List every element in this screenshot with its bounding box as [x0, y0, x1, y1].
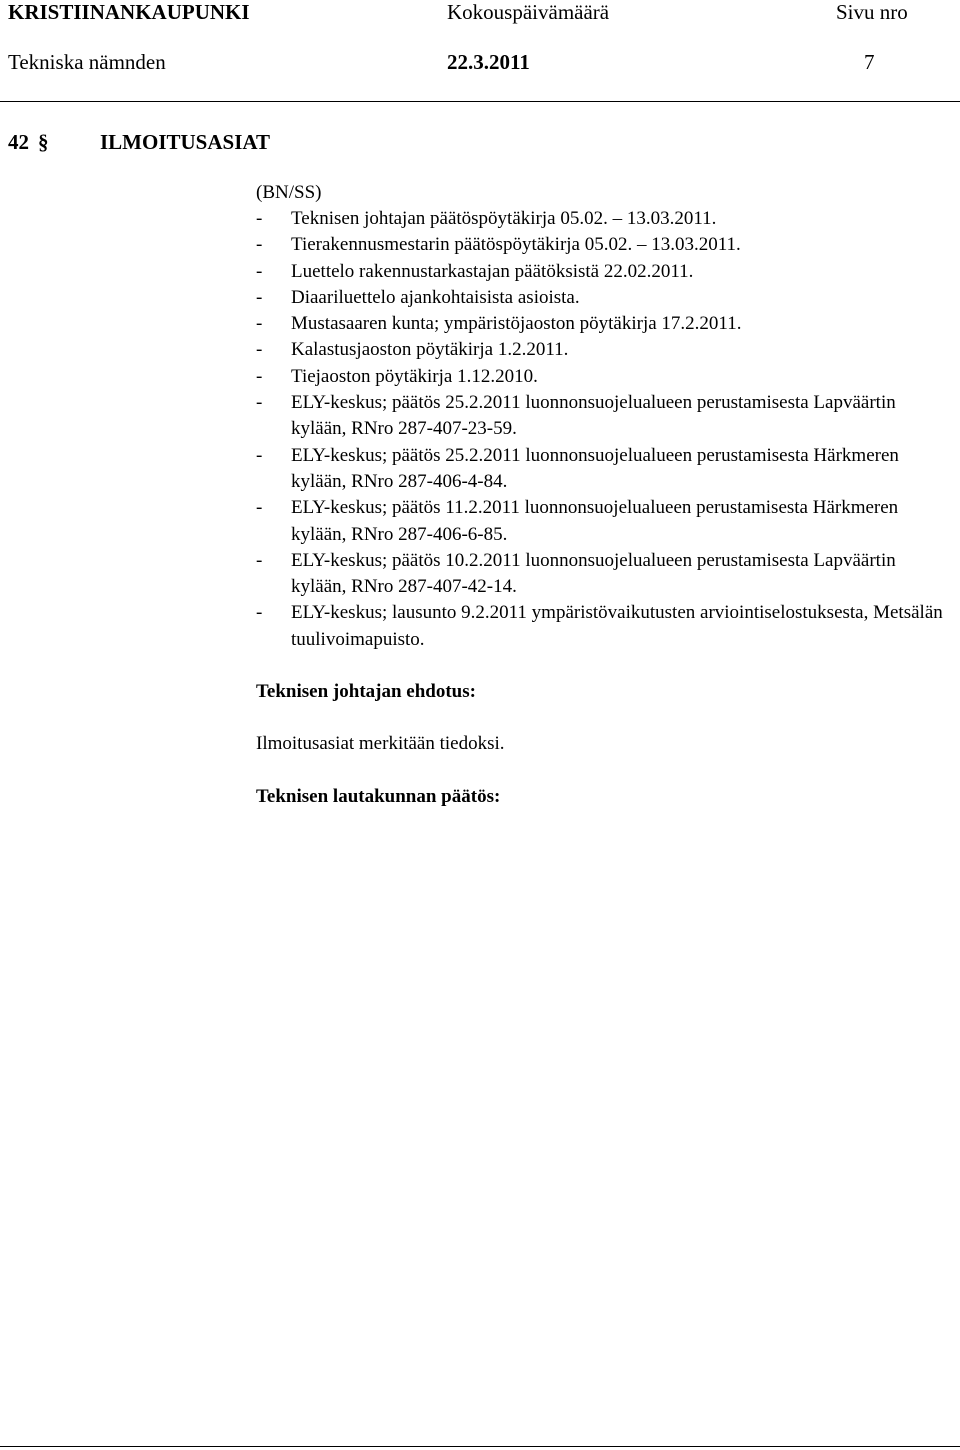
header-org: KRISTIINANKAUPUNKI: [8, 0, 250, 24]
list-item: - ELY-keskus; päätös 11.2.2011 luonnonsuojelualueen perustamisesta Härkmeren kylään, RNro 287-406-6-85.: [256, 497, 899, 545]
list-item: - Tierakennusmestarin päätöspöytäkirja 05.02. – 13.03.2011.: [256, 234, 741, 256]
section-number: 42: [8, 130, 29, 154]
header-page-label: Sivu nro: [836, 0, 908, 24]
list-item: - ELY-keskus; lausunto 9.2.2011 ympäristövaikutusten arviointiselostuksesta, Metsälän tuulivoimapuisto.: [256, 602, 943, 650]
decision-heading: Teknisen lautakunnan päätös:: [256, 786, 501, 807]
header-rule: [0, 101, 960, 102]
proposal-heading: Teknisen johtajan ehdotus:: [256, 681, 476, 702]
section-heading: [8, 129, 270, 155]
notice-list: [256, 206, 946, 653]
list-item: - Tiejaoston pöytäkirja 1.12.2010.: [256, 365, 538, 387]
list-item: - Diaariluettelo ajankohtaisista asioista.: [256, 286, 580, 308]
list-item: - ELY-keskus; päätös 25.2.2011 luonnonsuojelualueen perustamisesta Lapväärtin kylään, RNro 287-407-23-59.: [256, 392, 896, 440]
list-item: - Luettelo rakennustarkastajan päätöksistä 22.02.2011.: [256, 260, 694, 282]
section-sign-icon: §: [38, 130, 49, 154]
reference-code: (BN/SS): [256, 182, 322, 203]
list-item: - Mustasaaren kunta; ympäristöjaoston pöytäkirja 17.2.2011.: [256, 313, 742, 335]
header-page-number: 7: [864, 50, 875, 74]
list-item: - Teknisen johtajan päätöspöytäkirja 05.02. – 13.03.2011.: [256, 208, 717, 229]
list-item: - ELY-keskus; päätös 10.2.2011 luonnonsuojelualueen perustamisesta Lapväärtin kylään, RNro 287-407-42-14.: [256, 549, 896, 598]
header-committee: Tekniska nämnden: [8, 50, 166, 74]
list-item: - ELY-keskus; päätös 25.2.2011 luonnonsuojelualueen perustamisesta Härkmeren kylään, RNro 287-406-4-84.: [256, 444, 899, 492]
section-title: ILMOITUSASIAT: [100, 130, 270, 154]
proposal-text: Ilmoitusasiat merkitään tiedoksi.: [256, 733, 505, 754]
header-date: 22.3.2011: [447, 50, 530, 74]
footer-rule: [0, 1446, 960, 1447]
list-item: - Kalastusjaoston pöytäkirja 1.2.2011.: [256, 339, 569, 361]
header-date-label: Kokouspäivämäärä: [447, 0, 610, 24]
